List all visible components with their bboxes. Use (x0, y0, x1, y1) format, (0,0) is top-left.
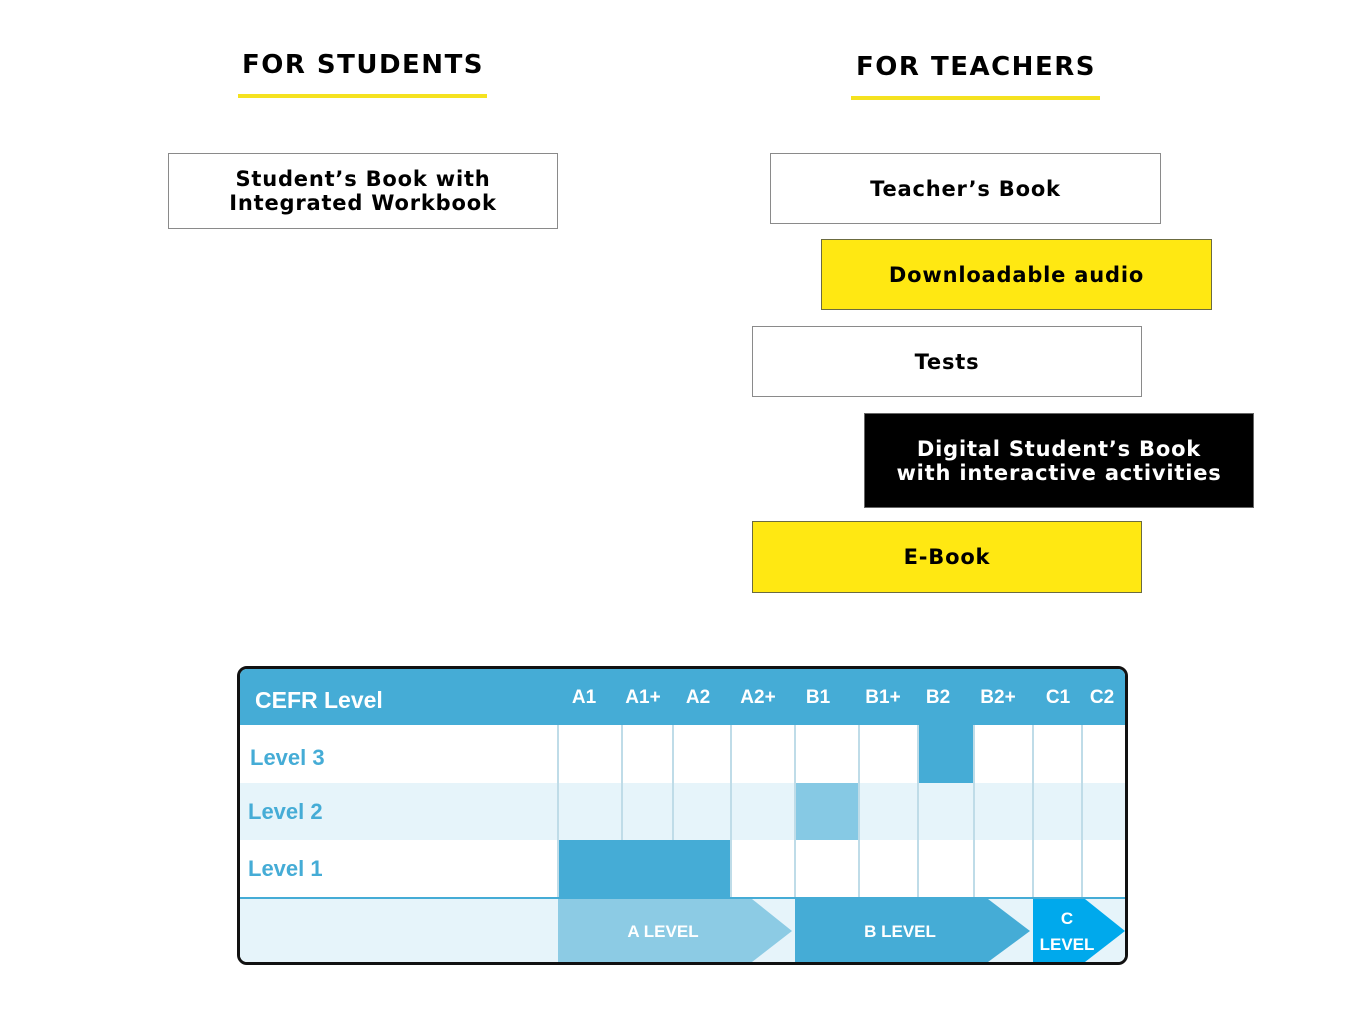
row-label-level-2: Level 2 (248, 799, 323, 824)
col-label-b1-plus: B1+ (865, 687, 901, 708)
cefr-title: CEFR Level (255, 687, 383, 713)
cefr-row-level-2 (240, 783, 1125, 840)
highlight-level-1-a1-a2 (558, 840, 731, 897)
cefr-header-row (240, 669, 1125, 725)
band-c-label-line1: C (1060, 909, 1074, 928)
col-label-b2-plus: B2+ (980, 687, 1016, 708)
teachers-heading: FOR TEACHERS (856, 52, 1096, 82)
col-label-b2: B2 (925, 687, 951, 708)
col-label-c2: C2 (1089, 687, 1115, 708)
band-b-label: B LEVEL (864, 922, 936, 941)
teachers-heading-underline (851, 96, 1100, 100)
grid-line (1032, 725, 1034, 897)
students-heading: FOR STUDENTS (241, 50, 485, 80)
grid-line (621, 725, 623, 840)
grid-line (672, 725, 674, 840)
grid-line (1081, 725, 1083, 897)
grid-line (557, 725, 559, 897)
grid-line (917, 725, 919, 897)
highlight-level-3-b2 (917, 725, 973, 783)
digital-students-book-label: Digital Student’s Book with interactive activities (896, 436, 1222, 485)
students-book-label: Student’s Book with Integrated Workbook (229, 167, 497, 215)
teachers-book-box (770, 153, 1161, 224)
col-label-a1-plus: A1+ (625, 687, 661, 708)
row-label-level-1: Level 1 (248, 856, 323, 881)
grid-line (794, 725, 796, 897)
ebook-box (752, 521, 1142, 593)
students-book-box (168, 153, 558, 229)
col-label-b1: B1 (805, 687, 831, 708)
cefr-table (237, 666, 1128, 965)
teachers-book-label: Teacher’s Book (870, 176, 1061, 201)
cefr-row-level-3 (240, 725, 1125, 783)
band-a-label: A LEVEL (627, 922, 699, 941)
grid-line (858, 725, 860, 897)
grid-line (973, 725, 975, 897)
digital-students-book-box (864, 413, 1254, 508)
tests-box (752, 326, 1142, 397)
band-c-label-line2: LEVEL (1039, 935, 1095, 954)
col-label-a1: A1 (571, 687, 597, 708)
col-label-c1: C1 (1045, 687, 1071, 708)
col-label-a2-plus: A2+ (740, 687, 776, 708)
grid-line (730, 725, 732, 897)
row-label-level-3: Level 3 (250, 745, 325, 770)
col-label-a2: A2 (685, 687, 711, 708)
highlight-level-2-b1 (795, 783, 858, 840)
downloadable-audio-label: Downloadable audio (888, 262, 1145, 287)
ebook-label: E-Book (903, 545, 991, 569)
tests-label: Tests (914, 349, 980, 374)
students-heading-underline (238, 94, 487, 98)
downloadable-audio-box (821, 239, 1212, 310)
